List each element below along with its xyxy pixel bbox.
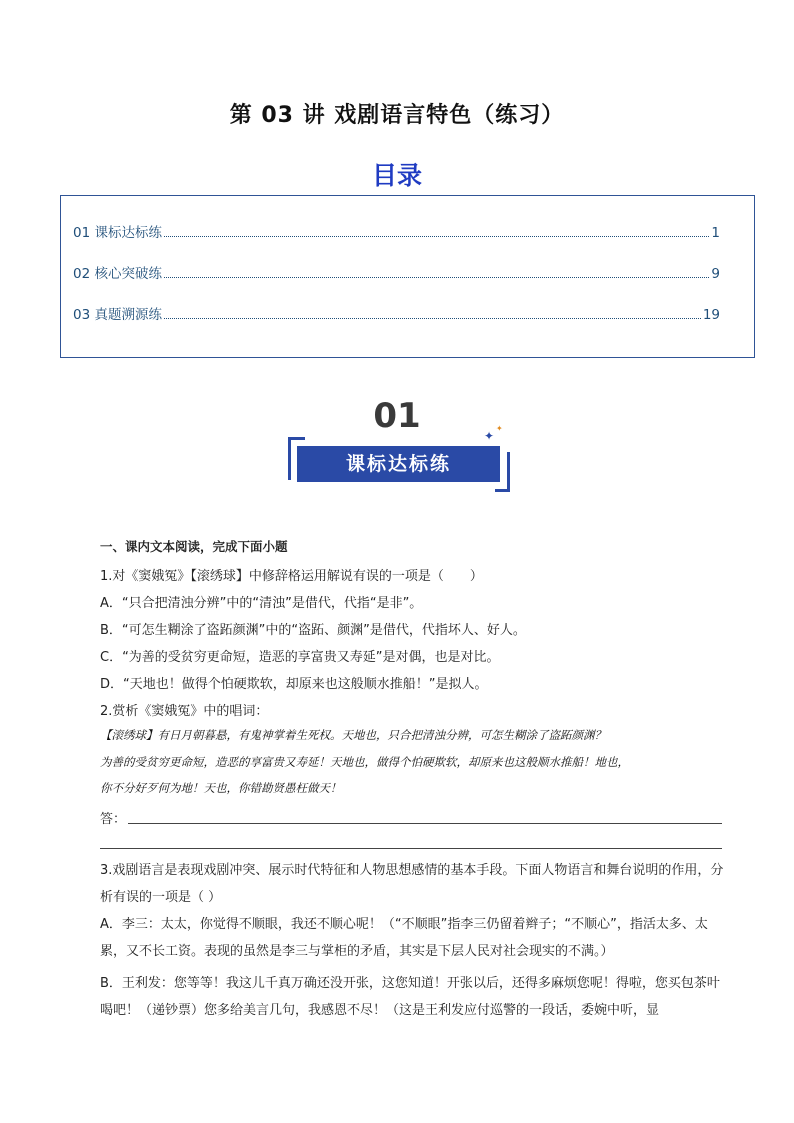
answer-line-2[interactable] [100,848,722,849]
toc-item-2[interactable] [73,262,720,282]
document-title: 第 03 讲 戏剧语言特色（练习） [229,103,565,128]
sparkle-small-icon: ✦ [496,424,503,433]
toc-heading: 目录 [371,161,422,190]
question-2-stem: 2.赏析《窦娥冤》中的唱词： [100,704,269,719]
question-3-stem: 3.戏剧语言是表现戏剧冲突、展示时代特征和人物思想感情的基本手段。下面人物语言和舞台说明的作用，分析有误的一项是（ ） [100,863,724,905]
poem-line-3: 你不分好歹何为地！天也，你错勘贤愚枉做天！ [100,781,342,795]
answer-label: 答： [100,812,127,827]
section-banner: 课标达标练 [297,446,500,482]
toc-item-label: 01 课标达标练 [73,225,162,241]
question-3-option-a: A．李三：太太，你觉得不顺眼，我还不顺心呢！（“不顺眼”指李三仍留着辫子；“不顺心”，指活太多、太累，又不长工资。表现的虽然是李三与掌柜的矛盾，其实是下层人民对社会现实的不满。） [100,917,708,959]
toc-item-page: 19 [702,307,720,323]
answer-area[interactable] [100,808,722,827]
question-1-stem: 1.对《窦娥冤》【滚绣球】中修辞格运用解说有误的一项是（ ） [100,569,483,584]
poem-line-1: 【滚绣球】有日月朝暮悬，有鬼神掌着生死权。天地也，只合把清浊分辨，可怎生糊涂了盗跖颜渊？ [100,728,606,742]
toc-leader-dots [164,277,709,278]
question-1-option-d: D．“天地也！做得个怕硬欺软，却原来也这般顺水推船！”是拟人。 [100,677,488,692]
toc-item-label: 03 真题溯源练 [73,307,162,323]
question-3-option-b: B．王利发：您等等！我这儿千真万确还没开张，这您知道！开张以后，还得多麻烦您呢！得啦，您买包茶叶喝吧！（递钞票）您多给美言几句，我感恩不尽！（这是王利发应付巡警的一段话，委婉中听，显 [100,976,720,1018]
question-1-option-c: C．“为善的受贫穷更命短，造恶的享富贵又寿延”是对偶，也是对比。 [100,650,500,665]
poem-line-2: 为善的受贫穷更命短，造恶的享富贵又寿延！天地也，做得个怕硬欺软，却原来也这般顺水推船！地也， [100,755,629,769]
toc-item-page: 9 [711,266,720,282]
toc-item-page: 1 [711,225,720,241]
section-number: 01 [373,396,421,436]
toc-leader-dots [164,236,709,237]
question-1-option-b: B．“可怎生糊涂了盗跖颜渊”中的“盗跖、颜渊”是借代，代指坏人、好人。 [100,623,526,638]
table-of-contents [60,195,755,358]
question-1-option-a: A．“只合把清浊分辨”中的“清浊”是借代，代指“是非”。 [100,596,423,611]
answer-line-1[interactable] [128,823,722,824]
toc-item-1[interactable] [73,221,720,241]
sparkle-icon: ✦ [484,429,495,443]
toc-item-label: 02 核心突破练 [73,266,162,282]
toc-item-3[interactable] [73,303,720,323]
part-heading: 一、课内文本阅读，完成下面小题 [100,539,288,554]
toc-leader-dots [164,318,701,319]
